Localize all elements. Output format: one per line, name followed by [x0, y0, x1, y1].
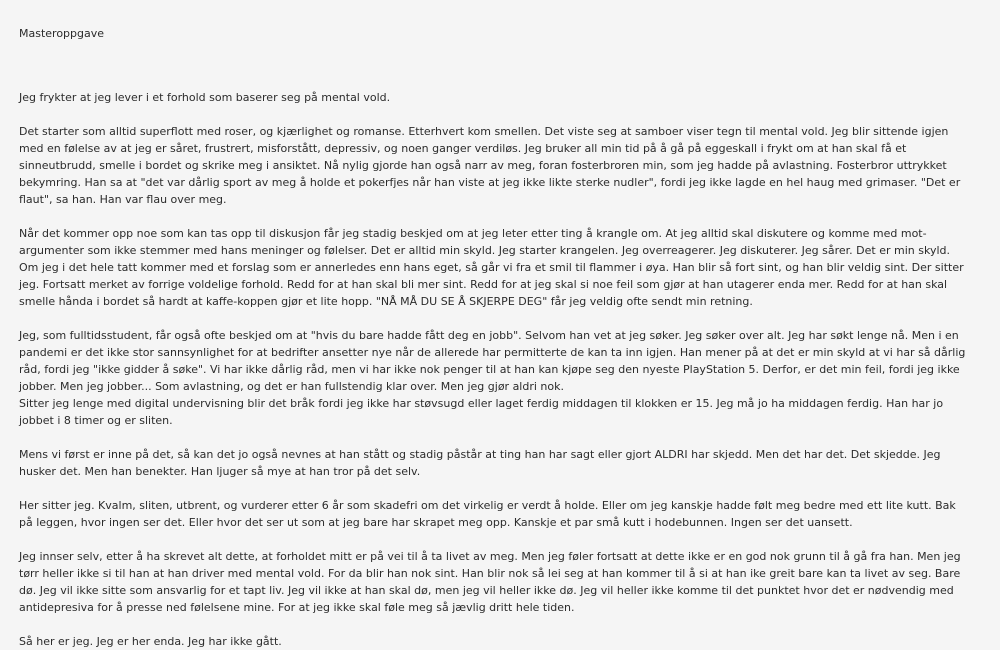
paragraph-intro: Jeg frykter at jeg lever i et forhold som baserer seg på mental vold. [19, 91, 391, 104]
paragraph-digital-teaching: Sitter jeg lenge med digital undervisning blir det bråk fordi jeg ikke har støvsugd eller laget ferdig middagen til klokken er 15. Jeg må jo ha middagen ferdig. Han har jo jobbet i 8 timer og er sliten. [19, 397, 944, 427]
paragraph-student: Jeg, som fulltidsstudent, får også ofte beskjed om at "hvis du bare hadde fått deg en jobb". Selvom han vet at jeg søker. Jeg søker over alt. Jeg har søkt lenge nå. Men i en pandemi er det ikke stor sannsynlighet for at bedrifter ansetter nye når de allerede har permitterte de kan ta inn igjen. Han mener på at det er min skyld at vi har så dårlig råd, fordi jeg "ikke gidder å søke". Vi har ikke dårlig råd, men vi har ikke nok penger til at han kan kjøpe seg den nyeste PlayStation 5. Derfor, er det min feil, fordi jeg ikke jobber. Men jeg jobber... Som avlastning, og det er han fullstendig klar over. Men jeg gjør aldri nok. [19, 329, 966, 393]
document-body [19, 89, 970, 650]
paragraph-realization: Jeg innser selv, etter å ha skrevet alt dette, at forholdet mitt er på vei til å ta livet av meg. Men jeg føler fortsatt at dette ikke er en god nok grunn til å gå fra han. Men jeg tørr heller ikke si til han at han driver med mental vold. For da blir han nok sint. Han blir nok så lei seg at han kommer til å si at han ike greit bare kan ta livet av seg. Bare dø. Jeg vil ikke sitte som ansvarlig for et tapt liv. Jeg vil ikke at han skal dø, men jeg vil heller ikke dø. Jeg vil heller ikke komme til det punktet hvor det er nødvendig med antidepresiva for å presse ned følelsene mine. For at jeg ikke skal føle meg så jævlig dritt hele tiden. [19, 550, 961, 614]
document-title: Masteroppgave [19, 27, 105, 40]
paragraph-denial: Mens vi først er inne på det, så kan det jo også nevnes at han stått og stadig påstår at ting han har sagt eller gjort ALDRI har skjedd. Men det har det. Det skjedde. Jeg husker det. Men han benekter. Han ljuger så mye at han tror på det selv. [19, 448, 941, 478]
paragraph-here-i-sit: Her sitter jeg. Kvalm, sliten, utbrent, og vurderer etter 6 år som skadefri om det virkelig er verdt å holde. Eller om jeg kanskje hadde følt meg bedre med ett lite kutt. Bak på leggen, hvor ingen ser det. Eller hvor det ser ut som at jeg bare har skrapet meg opp. Kanskje et par små kutt i hodebunnen. Ingen ser det uansett. [19, 499, 956, 529]
paragraph-discussion: Når det kommer opp noe som kan tas opp til diskusjon får jeg stadig beskjed om at jeg leter etter ting å krangle om. At jeg alltid skal diskutere og komme med mot-argumenter som ikke stemmer med hans meninger og følelser. Det er alltid min skyld. Jeg starter krangelen. Jeg overreagerer. Jeg diskuterer. Jeg sårer. Det er min skyld. Om jeg i det hele tatt kommer med et forslag som er annerledes enn hans eget, så går vi fra et smil til flammer i øya. Han blir så fort sint, og han blir veldig sint. Der sitter jeg. Fortsatt merket av forrige voldelige forhold. Redd for at han skal bli mer sint. Redd for at jeg skal si noe feil som gjør at han utagerer enda mer. Redd for at han skal smelle hånda i bordet så hardt at kaffe-koppen gjør et lite hopp. "NÅ MÅ DU SE Å SKJERPE DEG" får jeg veldig ofte sendt min retning. [19, 227, 964, 308]
paragraph-start: Det starter som alltid superflott med roser, og kjærlighet og romanse. Etterhvert kom smellen. Det viste seg at samboer viser tegn til mental vold. Jeg blir sittende igjen med en følelse av at jeg er såret, frustrert, misforstått, depressiv, og noen ganger verdiløs. Jeg bruker all min tid på å gå på eggeskall i frykt om at han skal få et sinneutbrudd, smelle i bordet og skrike meg i ansiktet. Nå nylig gjorde han også narr av meg, foran fosterbroren min, som jeg hadde på avlastning. Fosterbror uttrykket bekymring. Han sa at "det var dårlig sport av meg å holde et pokerfjes når han viste at jeg ikke likte sterke nudler", fordi jeg ikke lagde en hel haug med grimaser. "Det er flaut", sa han. Han var flau over meg. [19, 125, 961, 206]
paragraph-closing: Så her er jeg. Jeg er her enda. Jeg har ikke gått. [19, 635, 282, 648]
